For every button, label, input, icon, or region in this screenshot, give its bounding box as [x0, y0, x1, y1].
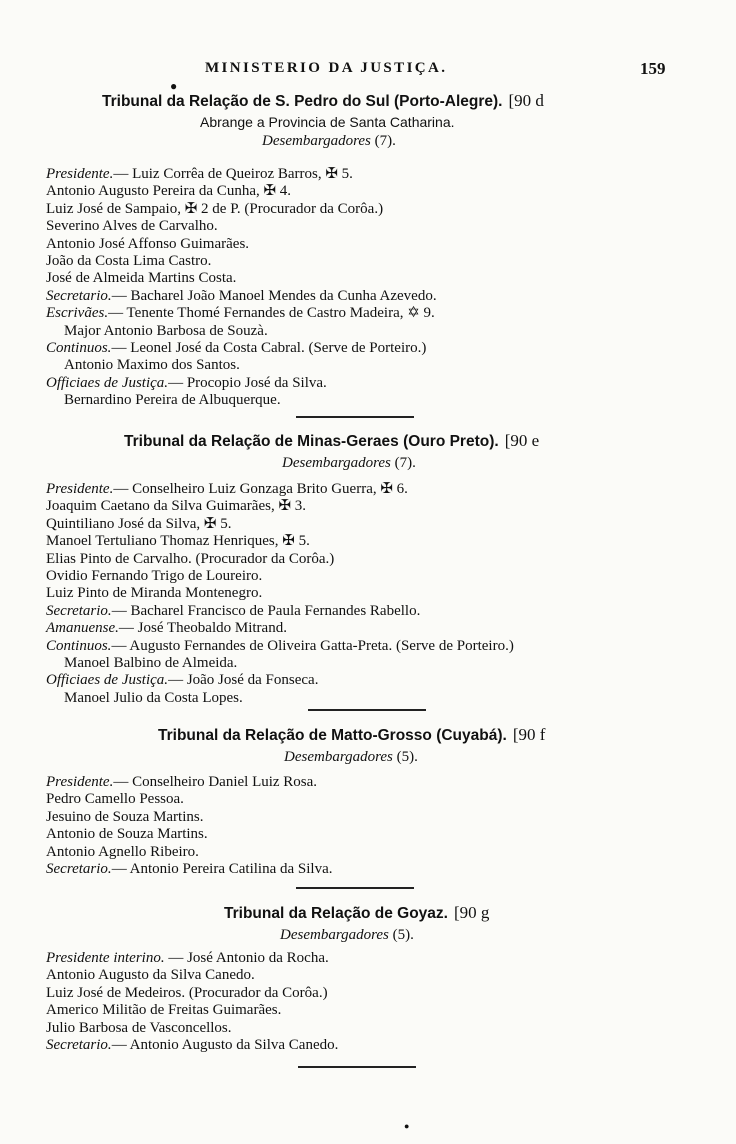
- entry-text: — João José da Fonseca.: [168, 672, 319, 689]
- entry-line: [46, 288, 726, 305]
- section-title-text: Tribunal da Relação de S. Pedro do Sul (Porto-Alegre).: [102, 93, 503, 110]
- entry-line: [46, 166, 726, 183]
- entry-line: [46, 1037, 726, 1054]
- entry-text: — Conselheiro Luiz Gonzaga Brito Guerra, ✠ 6.: [113, 481, 408, 497]
- entry-role: Secretario.: [46, 860, 112, 877]
- entry-text: — Procopio José da Silva.: [168, 374, 327, 391]
- entry-text: Julio Barbosa de Vasconcellos.: [46, 1019, 232, 1036]
- section-subheading: [0, 925, 736, 945]
- entry-line: [46, 498, 726, 515]
- entry-line: [46, 844, 726, 861]
- entry-line: [46, 774, 726, 791]
- entry-line: [46, 533, 726, 550]
- section-divider: [308, 709, 426, 711]
- section-title-text: Tribunal da Relação de Matto-Grosso (Cuyabá).: [158, 727, 507, 744]
- entry-line: [46, 950, 726, 967]
- ink-dot: ●: [170, 79, 178, 93]
- entry-line: [46, 551, 726, 568]
- section-divider: [296, 887, 414, 889]
- entry-text: Pedro Camello Pessoa.: [46, 791, 184, 808]
- entry-line: [46, 305, 726, 322]
- section-lines: [46, 774, 726, 878]
- entry-line: [46, 481, 726, 498]
- section-subheading: [0, 131, 736, 151]
- running-head: [0, 60, 736, 84]
- entry-line: [46, 1020, 726, 1037]
- entry-text: — Tenente Thomé Fernandes de Castro Madeira, ✡ 9.: [108, 305, 435, 322]
- entry-role: Presidente.: [46, 481, 114, 497]
- entry-text: Antonio José Affonso Guimarães.: [46, 235, 250, 252]
- entry-text: Jesuino de Souza Martins.: [46, 808, 204, 825]
- entry-line: [46, 638, 726, 655]
- section-cuyaba: [0, 724, 736, 767]
- entry-line: [46, 690, 726, 707]
- section-title: [0, 430, 736, 453]
- entry-role: Continuos.: [46, 637, 112, 654]
- entry-text: Manoel Tertuliano Thomaz Henriques, ✠ 5.: [46, 533, 310, 550]
- section-divider: [296, 416, 414, 418]
- entry-text: Joaquim Caetano da Silva Guimarães, ✠ 3.: [46, 498, 307, 515]
- ink-dot: ●: [404, 1121, 410, 1131]
- subheading-count: (7).: [374, 133, 396, 149]
- section-note: Abrange a Provincia de Santa Catharina.: [200, 114, 455, 130]
- entry-line: [46, 340, 726, 357]
- entry-text: Antonio Augusto da Silva Canedo.: [46, 967, 255, 984]
- entry-line: [46, 1002, 726, 1019]
- entry-text: Antonio Agnello Ribeiro.: [46, 843, 199, 860]
- entry-text: José de Almeida Martins Costa.: [46, 270, 237, 287]
- entry-text: — Leonel José da Costa Cabral. (Serve de Porteiro.): [111, 339, 427, 356]
- subheading-text: Desembargadores: [282, 455, 391, 471]
- entry-line: [46, 826, 726, 843]
- entry-role: Secretario.: [46, 602, 112, 619]
- entry-text: — Conselheiro Daniel Luiz Rosa.: [113, 774, 318, 790]
- section-porto-alegre: [0, 90, 736, 151]
- entry-role: Amanuense.: [46, 620, 119, 637]
- entry-text: Antonio de Souza Martins.: [46, 826, 208, 843]
- entry-role: Secretario.: [46, 1036, 112, 1053]
- subheading-text: Desembargadores: [262, 133, 371, 149]
- entry-text: — José Antonio da Rocha.: [164, 950, 329, 966]
- entry-text: — Bacharel Francisco de Paula Fernandes Rabello.: [111, 602, 421, 619]
- entry-role: Officiaes de Justiça.: [46, 374, 169, 391]
- section-lines: [46, 481, 726, 707]
- section-title: [0, 902, 736, 925]
- entry-line: [46, 568, 726, 585]
- entry-text: Quintiliano José da Silva, ✠ 5.: [46, 515, 232, 532]
- section-title-text: Tribunal da Relação de Goyaz.: [224, 905, 448, 922]
- entry-role: Continuos.: [46, 339, 112, 356]
- entry-text: Luiz José de Sampaio, ✠ 2 de P. (Procurador da Corôa.): [46, 200, 384, 217]
- entry-line: [46, 392, 726, 409]
- section-goyaz: [0, 902, 736, 945]
- entry-text: — Luiz Corrêa de Queiroz Barros, ✠ 5.: [113, 166, 353, 182]
- entry-role: Escrivães.: [46, 305, 109, 322]
- subheading-count: (5).: [396, 749, 418, 765]
- page-header-title: MINISTERIO DA JUSTIÇA.: [205, 60, 448, 76]
- entry-line: [46, 603, 726, 620]
- entry-text: Antonio Augusto Pereira da Cunha, ✠ 4.: [46, 183, 292, 200]
- entry-text: — Antonio Augusto da Silva Canedo.: [111, 1036, 339, 1053]
- subheading-text: Desembargadores: [280, 927, 389, 943]
- entry-role: Officiaes de Justiça.: [46, 672, 169, 689]
- entry-line: [46, 967, 726, 984]
- section-subheading: [0, 747, 736, 767]
- section-marker: [90 g: [453, 903, 490, 922]
- entry-text: Americo Militão de Freitas Guimarães.: [46, 1002, 282, 1019]
- section-lines: [46, 166, 726, 409]
- entry-line: [46, 323, 726, 340]
- entry-role: Presidente.: [46, 166, 114, 182]
- entry-role: Presidente interino.: [46, 950, 165, 966]
- entry-text: Severino Alves de Carvalho.: [46, 218, 218, 235]
- section-ouro-preto: [0, 430, 736, 473]
- entry-text: Ovidio Fernando Trigo de Loureiro.: [46, 567, 263, 584]
- section-title: [0, 724, 736, 747]
- entry-text: Luiz Pinto de Miranda Montenegro.: [46, 585, 263, 602]
- entry-line: [46, 357, 726, 374]
- entry-text: Manoel Balbino de Almeida.: [64, 654, 238, 671]
- entry-line: [46, 253, 726, 270]
- entry-line: [46, 620, 726, 637]
- section-divider: [298, 1066, 416, 1068]
- entry-text: — Bacharel João Manoel Mendes da Cunha Azevedo.: [111, 287, 437, 304]
- entry-text: — Augusto Fernandes de Oliveira Gatta-Preta. (Serve de Porteiro.): [111, 637, 514, 654]
- entry-text: Bernardino Pereira de Albuquerque.: [64, 392, 281, 409]
- entry-text: João da Costa Lima Castro.: [46, 252, 212, 269]
- entry-line: [46, 672, 726, 689]
- section-lines: [46, 950, 726, 1054]
- entry-line: [46, 183, 726, 200]
- section-title: [0, 90, 736, 113]
- entry-line: [46, 985, 726, 1002]
- entry-text: — Antonio Pereira Catilina da Silva.: [111, 860, 333, 877]
- section-marker: [90 d: [508, 91, 544, 110]
- entry-line: [46, 236, 726, 253]
- entry-line: [46, 861, 726, 878]
- page-number: 159: [640, 59, 666, 78]
- entry-line: [46, 375, 726, 392]
- entry-text: Elias Pinto de Carvalho. (Procurador da Corôa.): [46, 550, 335, 567]
- entry-line: [46, 516, 726, 533]
- section-marker: [90 e: [504, 431, 540, 450]
- entry-text: Antonio Maximo dos Santos.: [64, 357, 240, 374]
- entry-line: [46, 809, 726, 826]
- entry-role: Secretario.: [46, 287, 112, 304]
- entry-line: [46, 270, 726, 287]
- entry-line: [46, 218, 726, 235]
- section-marker: [90 f: [512, 725, 546, 744]
- subheading-count: (7).: [394, 455, 416, 471]
- entry-line: [46, 655, 726, 672]
- entry-text: — José Theobaldo Mitrand.: [118, 620, 287, 637]
- section-title-text: Tribunal da Relação de Minas-Geraes (Ouro Preto).: [124, 433, 499, 450]
- entry-line: [46, 791, 726, 808]
- section-subheading: [0, 453, 736, 473]
- entry-role: Presidente.: [46, 774, 114, 790]
- subheading-count: (5).: [392, 927, 414, 943]
- entry-line: [46, 585, 726, 602]
- entry-text: Manoel Julio da Costa Lopes.: [64, 689, 243, 706]
- entry-text: Major Antonio Barbosa de Souzà.: [64, 322, 268, 339]
- subheading-text: Desembargadores: [284, 749, 393, 765]
- entry-line: [46, 201, 726, 218]
- entry-text: Luiz José de Medeiros. (Procurador da Corôa.): [46, 984, 328, 1001]
